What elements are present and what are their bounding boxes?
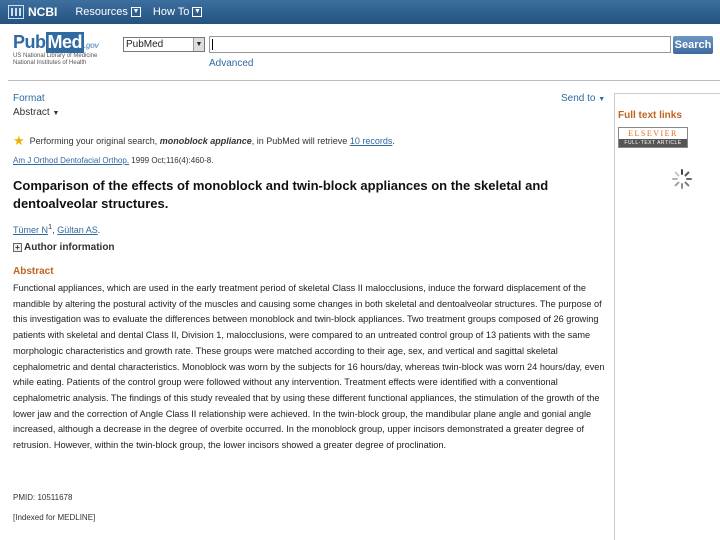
howto-menu[interactable] — [153, 6, 202, 18]
abstract-text: Functional appliances, which are used in the early treatment period of skeletal Class II malocclusions, induce the forward displacement of the mandible by altering the postural activity of the muscles and causing some changes in both skeletal and dentoalveolar structures. The purpose of this investigation was to evaluate the differences between monoblock and twin-block appliances. Two treatment groups composed of 26 growing patients with skeletal and dental Class II, Division 1, malocclusions, were compared to an untreated control group of 13 patients with the same morphologic characteristics and growth rate. These groups were matched according to their age, sex, and vertical and sagittal skeletal cephalometric and dental characteristics. Monoblock was worn by the subjects for 16 hours/day, whereas twin-block was worn 24 hours/day, even while eating. Patients of the control group were followed without any intervention. Treatment effects were identified with a conventional cephalometric analysis. The findings of this study revealed that by using these different functional appliances, the stimulation of the growth of the lower jaw and the correction of Angle Class II relationship were achieved. In the twin-block group, the mandibular plane angle and gonial angle increased, although a decrease in the degree of overbite occurred. In the monoblock group, upper incisors demonstrated a greater degree of retrusion. However, within the twin-block group, the lower incisors showed a greater degree of proclination. — [13, 283, 605, 451]
elsevier-logo-text: ELSEVIER — [619, 128, 687, 139]
chevron-down-icon: ▼ — [598, 96, 606, 103]
author-information-toggle[interactable] — [13, 242, 115, 253]
author-link[interactable]: Gültan AS — [57, 225, 98, 235]
full-text-links-title: Full text links — [618, 110, 682, 121]
notice-middle: , in PubMed will retrieve — [251, 136, 348, 146]
pmid: PMID: 10511678 — [13, 493, 73, 502]
author-list: Tümer $N^1$, Gültan AS. — [13, 222, 101, 235]
pubmed-logo[interactable] — [13, 32, 113, 67]
ncbi-logo[interactable] — [8, 5, 57, 19]
logo-subtitle-2: National Institutes of Health — [13, 60, 87, 66]
database-select[interactable] — [123, 37, 205, 52]
author-affiliation-sup: 1 — [48, 222, 53, 231]
logo-subtitle-1: US National Library of Medicine — [13, 53, 98, 59]
elsevier-subtext: FULL-TEXT ARTICLE — [619, 139, 687, 147]
journal-link[interactable]: Am J Orthod Dentofacial Orthop. — [13, 156, 130, 165]
notice-suffix: . — [392, 136, 395, 146]
send-to-menu[interactable] — [561, 93, 605, 104]
indexed-for-medline: [Indexed for MEDLINE] — [13, 513, 96, 522]
chevron-down-icon: ▼ — [132, 8, 140, 15]
search-input[interactable] — [209, 36, 671, 53]
elsevier-full-text-link[interactable] — [618, 127, 688, 148]
dropdown-arrow-icon: ▼ — [193, 38, 204, 51]
pubmed-logo-word — [13, 32, 113, 53]
ncbi-logo-text: NCBI — [28, 5, 58, 19]
resources-menu[interactable] — [75, 6, 141, 18]
notice-query: monoblock appliance — [159, 136, 252, 146]
resources-label: Resources — [75, 6, 128, 18]
format-dropdown[interactable] — [13, 107, 59, 118]
send-to-label: Send to — [561, 93, 596, 104]
ncbi-top-bar — [0, 0, 720, 24]
author-link[interactable]: Tümer N — [13, 225, 49, 235]
advanced-search-link[interactable]: Advanced — [209, 58, 254, 69]
author-information-label: Author information — [24, 242, 115, 253]
logo-pub: Pub — [13, 32, 46, 52]
citation-details: 1999 Oct;116(4):460-8. — [131, 156, 214, 165]
star-icon: ★ — [13, 133, 25, 148]
chevron-down-icon: ▼ — [193, 8, 201, 15]
format-label[interactable]: Format — [13, 93, 45, 104]
search-button[interactable]: Search — [673, 36, 713, 54]
header-divider — [8, 80, 720, 81]
howto-label: How To — [152, 6, 190, 18]
loading-spinner-icon — [671, 168, 693, 190]
notice-prefix: Performing your original search, — [29, 136, 158, 146]
right-sidebar — [614, 93, 720, 540]
article-title: Comparison of the effects of monoblock and twin-block appliances on the skeletal and dentoalveolar structures. — [13, 178, 549, 211]
logo-med: Med — [47, 32, 82, 52]
expand-plus-icon: + — [13, 243, 22, 252]
search-notice — [13, 133, 395, 149]
records-link[interactable]: 10 records — [349, 136, 393, 146]
abstract-heading: Abstract — [13, 266, 54, 277]
journal-citation — [13, 156, 213, 165]
database-select-value: PubMed — [126, 39, 164, 50]
search-area — [0, 24, 720, 76]
format-value: Abstract — [13, 107, 50, 118]
ncbi-logo-icon — [8, 5, 24, 19]
chevron-down-icon: ▼ — [52, 110, 60, 117]
logo-gov: .gov — [84, 41, 99, 50]
